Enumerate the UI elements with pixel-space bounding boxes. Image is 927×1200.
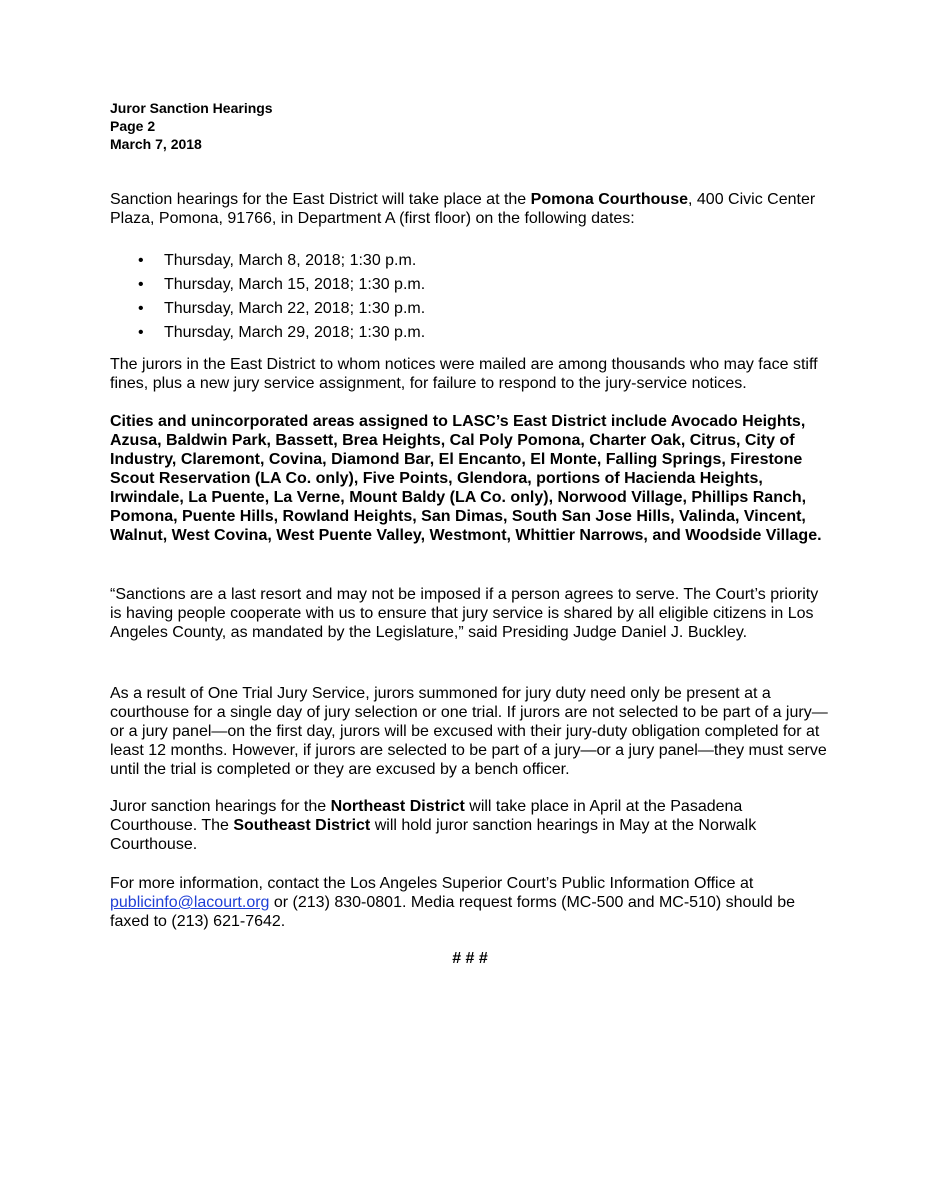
- paragraph-text: Sanction hearings for the East District will take place at the: [110, 191, 531, 208]
- paragraph-hearing-location: [110, 190, 830, 228]
- list-item: [110, 321, 830, 345]
- paragraph-fines: The jurors in the East District to whom notices were mailed are among thousands who may face stiff fines, plus a new jury service assignment, for failure to respond to the jury-service notices.: [110, 356, 818, 392]
- email-link[interactable]: publicinfo@lacourt.org: [110, 894, 270, 911]
- list-item: [110, 273, 830, 297]
- paragraph-quote: “Sanctions are a last resort and may not be imposed if a person agrees to serve. The Court’s priority is having people cooperate with us to ensure that jury service is shared by all eligible citizens in Los Angeles County, as mandated by the Legislature,” said Presiding Judge Daniel J. Buckley.: [110, 586, 819, 641]
- paragraph-text: will take place in April at the Pasadena Courthouse. The: [110, 798, 743, 834]
- paragraph-text: or (213) 830-0801. Media request forms (MC-500 and MC-510) should be faxed to (213) 621-7642.: [110, 894, 796, 930]
- header-date: March 7, 2018: [110, 136, 202, 152]
- list-item: [110, 297, 830, 321]
- end-mark: # # #: [452, 950, 488, 967]
- list-item: [110, 249, 830, 273]
- bullet-icon: •: [138, 324, 144, 341]
- date-text: Thursday, March 15, 2018; 1:30 p.m.: [164, 276, 426, 293]
- paragraph-text: Juror sanction hearings for the: [110, 798, 331, 815]
- bullet-icon: •: [138, 276, 144, 293]
- southeast-district: Southeast District: [233, 817, 371, 834]
- date-text: Thursday, March 22, 2018; 1:30 p.m.: [164, 300, 426, 317]
- date-text: Thursday, March 8, 2018; 1:30 p.m.: [164, 252, 417, 269]
- header-page-number: Page 2: [110, 118, 156, 134]
- letter-header: [110, 99, 273, 153]
- courthouse-name: Pomona Courthouse: [530, 191, 688, 208]
- paragraph-cities: Cities and unincorporated areas assigned to LASC’s East District include Avocado Heights, Azusa, Baldwin Park, Bassett, Brea Heights, Cal Poly Pomona, Charter Oak, Citrus, City of Industry, Claremont, Covina, Diamond Bar, El Encanto, El Monte, Falling Springs, Firestone Scout Reservation (LA Co. only), Five Points, Glendora, portions of Hacienda Heights, Irwindale, La Puente, La Verne, Mount Baldy (LA Co. only), Norwood Village, Phillips Ranch, Pomona, Puente Hills, Rowland Heights, San Dimas, South San Jose Hills, Valinda, Vincent, Walnut, West Covina, West Puente Valley, Westmont, Whittier Narrows, and Woodside Village.: [110, 413, 822, 544]
- bullet-icon: •: [138, 252, 144, 269]
- northeast-district: Northeast District: [330, 798, 465, 815]
- paragraph-text: For more information, contact the Los Angeles Superior Court’s Public Information Office at: [110, 875, 754, 892]
- paragraph-one-trial: As a result of One Trial Jury Service, jurors summoned for jury duty need only be present at a courthouse for a single day of jury selection or one trial. If jurors are not selected to be part of a jury—or a jury panel—on the first day, jurors will be excused with their jury-duty obligation completed for at least 12 months. However, if jurors are selected to be part of a jury—or a jury panel—they must serve until the trial is completed or they are excused by a bench officer.: [110, 685, 828, 778]
- paragraph-contact: [110, 874, 830, 931]
- paragraph-text: , 400 Civic Center Plaza, Pomona, 91766, in Department A (first floor) on the following dates:: [110, 191, 816, 227]
- bullet-icon: •: [138, 300, 144, 317]
- paragraph-text: will hold juror sanction hearings in May at the Norwalk Courthouse.: [110, 817, 757, 853]
- header-title: Juror Sanction Hearings: [110, 100, 273, 116]
- paragraph-other-districts: [110, 797, 830, 854]
- date-text: Thursday, March 29, 2018; 1:30 p.m.: [164, 324, 426, 341]
- hearing-dates-list: [110, 249, 830, 345]
